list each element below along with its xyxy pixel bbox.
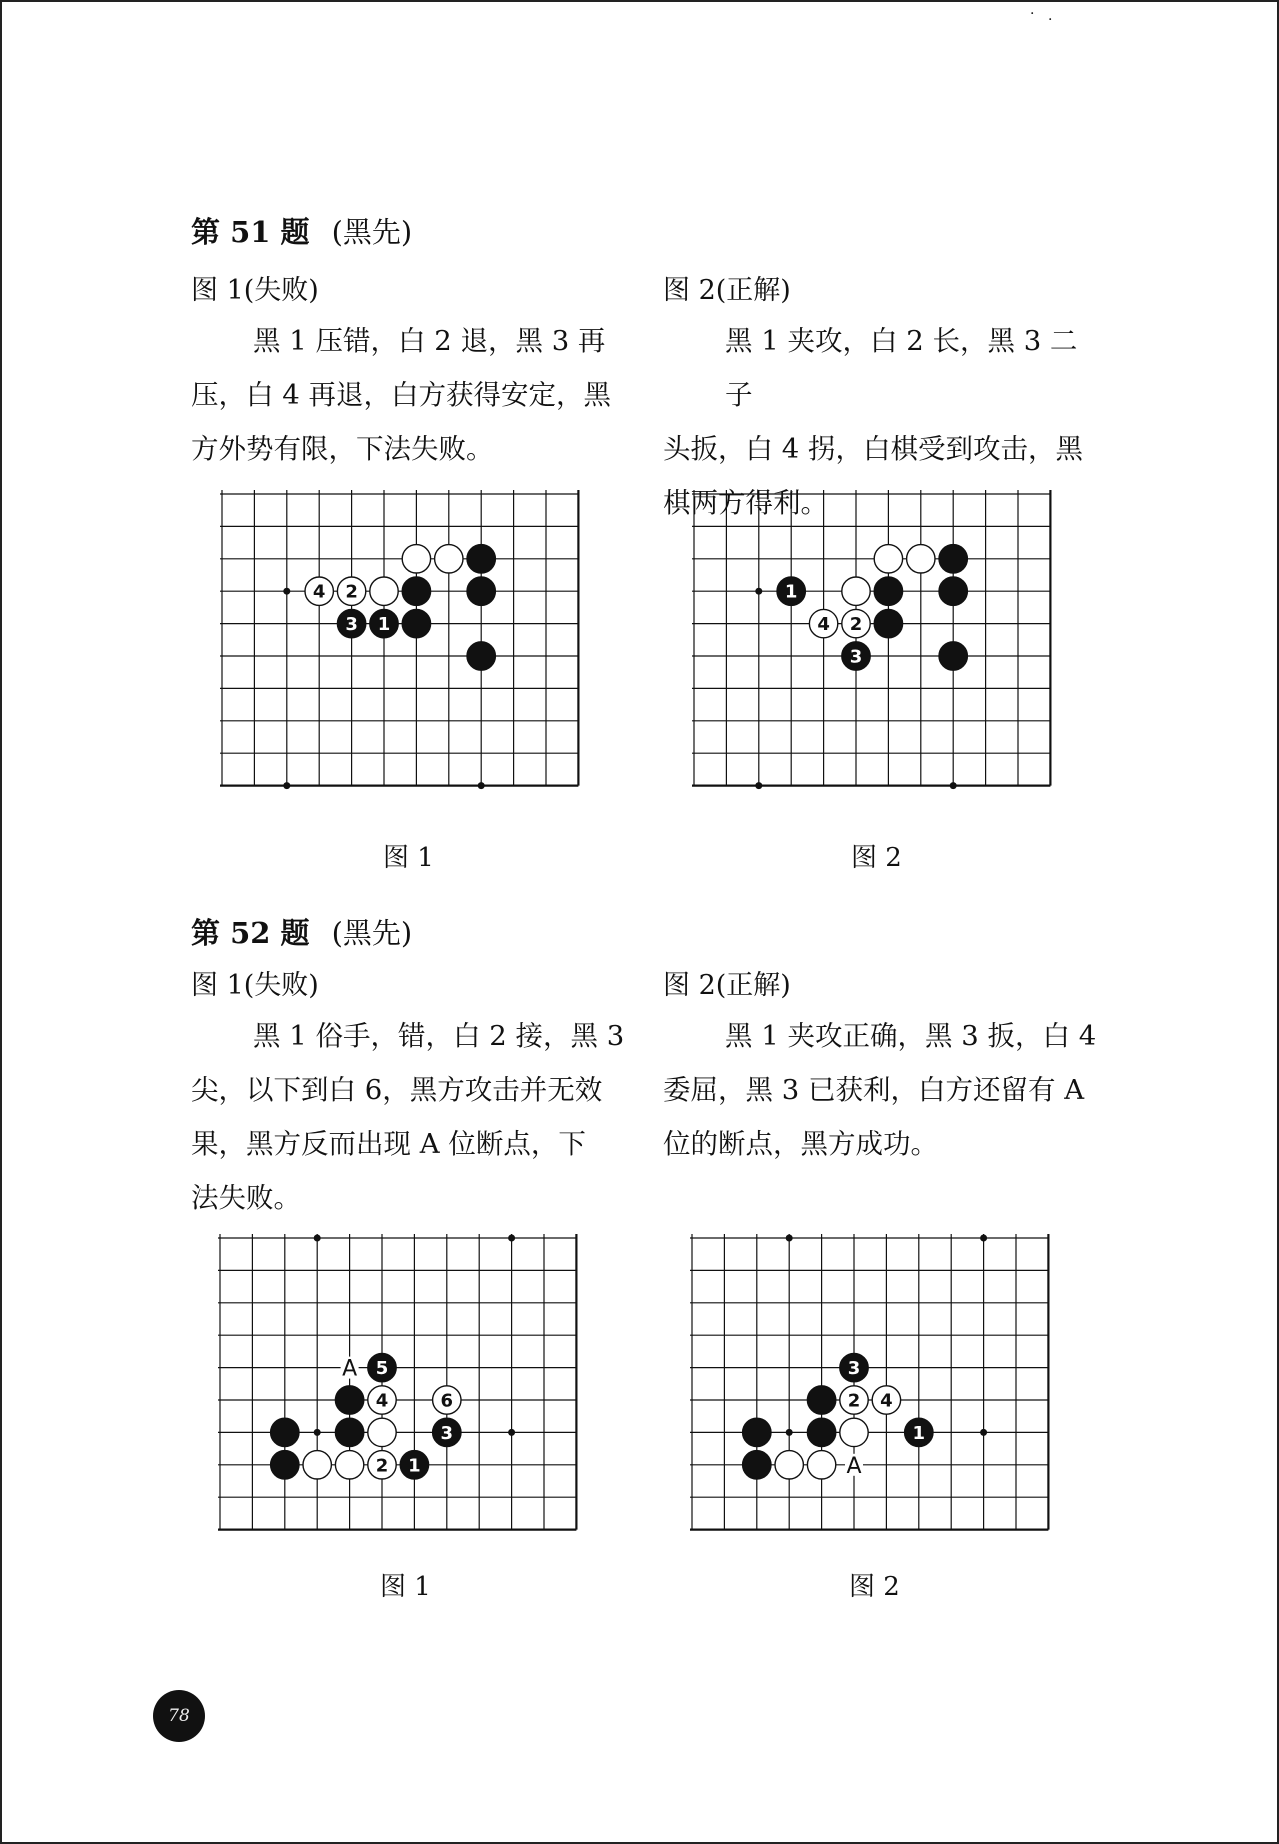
black-stone — [467, 545, 495, 573]
star-point — [508, 1235, 515, 1242]
p51-fig2-text: 黑 1 夹攻，白 2 长，黑 3 二子 头扳，白 4 拐，白棋受到攻击，黑 棋两方得利。 — [663, 325, 1083, 519]
star-point — [755, 588, 762, 595]
white-stone — [874, 545, 902, 573]
move-number: 2 — [847, 1390, 861, 1412]
point-label: A — [342, 1356, 358, 1382]
white-stone — [907, 545, 935, 573]
p52-fig2-subtitle: 图 2(正解) — [663, 970, 791, 1001]
move-number: 4 — [375, 1390, 389, 1412]
white-stone — [807, 1451, 835, 1479]
black-stone — [467, 642, 495, 670]
p52-fig1-board — [218, 1220, 600, 1542]
p52-fig1-subtitle: 图 1(失败) — [191, 970, 319, 1001]
black-stone — [335, 1418, 363, 1446]
black-stone — [335, 1386, 363, 1414]
point-label: A — [846, 1453, 862, 1479]
move-number: 1 — [377, 614, 391, 636]
move-number: 4 — [312, 581, 326, 603]
black-stone — [271, 1451, 299, 1479]
black-stone — [271, 1418, 299, 1446]
white-stone — [775, 1451, 803, 1479]
move-number: 2 — [375, 1455, 389, 1477]
move-number: 2 — [849, 614, 863, 636]
black-stone — [874, 609, 902, 637]
p52-fig2-caption: 图 2 — [849, 1572, 900, 1602]
star-point — [980, 1429, 987, 1436]
p51-fig2-caption: 图 2 — [851, 843, 902, 873]
star-point — [478, 782, 485, 789]
move-number: 5 — [375, 1358, 389, 1380]
white-stone — [368, 1418, 396, 1446]
star-point — [314, 1429, 321, 1436]
star-point — [508, 1429, 515, 1436]
p52-fig1-caption: 图 1 — [380, 1572, 431, 1602]
black-stone — [939, 642, 967, 670]
white-stone — [303, 1451, 331, 1479]
star-point — [283, 588, 290, 595]
black-stone — [467, 577, 495, 605]
move-number: 4 — [817, 614, 830, 636]
move-number: 4 — [880, 1390, 893, 1412]
p51-fig1-subtitle: 图 1(失败) — [191, 275, 319, 306]
star-point — [786, 1235, 793, 1242]
white-stone — [402, 545, 430, 573]
white-stone — [840, 1418, 868, 1446]
move-number: 1 — [408, 1455, 421, 1477]
white-stone — [335, 1451, 363, 1479]
p52-fig2-text: 黑 1 夹攻正确，黑 3 扳，白 4 委屈，黑 3 已获利，白方还留有 A 位的断点，黑方成功。 — [663, 1020, 1097, 1160]
problem-51-heading: 第 51 题 (黑先) — [191, 215, 413, 249]
move-number: 2 — [345, 581, 358, 603]
p51-fig2-board — [692, 488, 1074, 808]
black-stone — [807, 1418, 835, 1446]
star-point — [950, 782, 957, 789]
scan-mark: · — [1048, 12, 1053, 28]
p52-fig1-text: 黑 1 俗手，错，白 2 接，黑 3 尖，以下到白 6，黑方攻击并无效 果，黑方反而出现 A 位断点，下 法失败。 — [191, 1020, 625, 1214]
scan-mark: · — [1030, 6, 1035, 22]
p51-fig1-text: 黑 1 压错，白 2 退，黑 3 再 压，白 4 再退，白方获得安定，黑 方外势有限，下法失败。 — [191, 325, 611, 465]
black-stone — [743, 1451, 771, 1479]
star-point — [283, 782, 290, 789]
star-point — [314, 1235, 321, 1242]
move-number: 3 — [440, 1422, 454, 1444]
move-number: 3 — [847, 1358, 861, 1380]
white-stone — [370, 577, 398, 605]
black-stone — [939, 545, 967, 573]
star-point — [755, 782, 762, 789]
black-stone — [743, 1418, 771, 1446]
move-number: 6 — [440, 1390, 454, 1412]
page-number-badge: 78 — [153, 1690, 205, 1742]
white-stone — [842, 577, 870, 605]
black-stone — [402, 609, 430, 637]
star-point — [980, 1235, 987, 1242]
p51-fig1-caption: 图 1 — [383, 843, 434, 873]
black-stone — [939, 577, 967, 605]
problem-52-heading: 第 52 题 (黑先) — [191, 916, 413, 950]
move-number: 3 — [345, 614, 358, 636]
black-stone — [402, 577, 430, 605]
black-stone — [874, 577, 902, 605]
move-number: 3 — [849, 646, 863, 668]
move-number: 1 — [784, 581, 798, 603]
p51-fig1-board — [220, 488, 602, 808]
p52-fig2-board — [690, 1220, 1072, 1542]
move-number: 1 — [912, 1422, 926, 1444]
p51-fig2-subtitle: 图 2(正解) — [663, 275, 791, 306]
star-point — [786, 1429, 793, 1436]
black-stone — [807, 1386, 835, 1414]
white-stone — [435, 545, 463, 573]
